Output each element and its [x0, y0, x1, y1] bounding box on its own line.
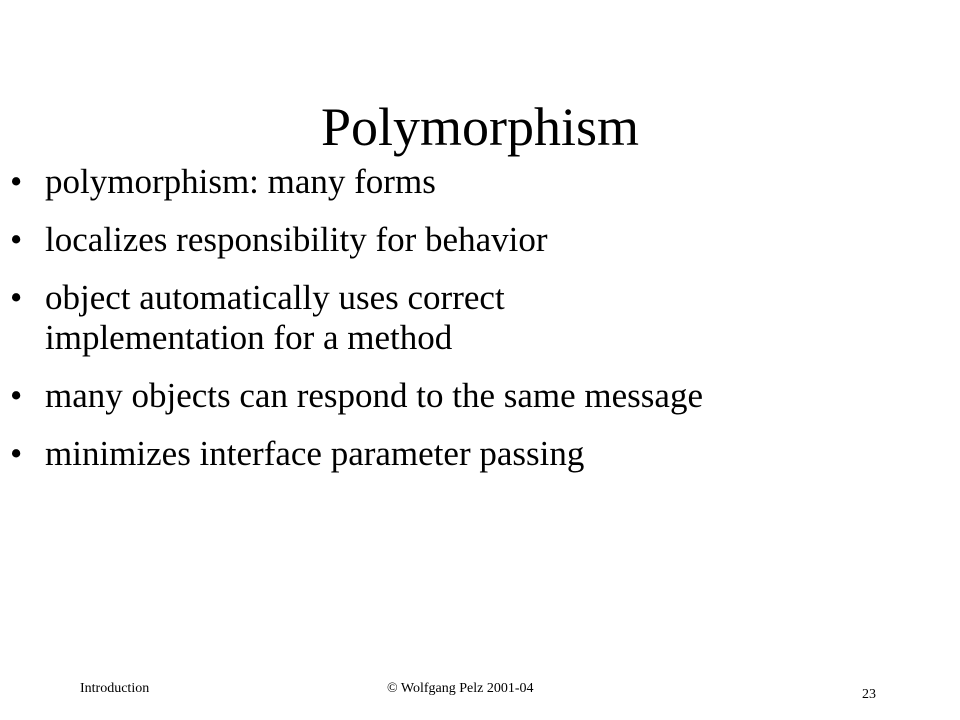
bullet-marker: •: [10, 162, 23, 201]
bullet-item: [10, 220, 805, 260]
bullet-text: many objects can respond to the same message: [45, 376, 703, 415]
slide-title: Polymorphism: [320, 97, 640, 157]
footer-section-label: Introduction: [80, 681, 150, 696]
bullet-item: [10, 278, 655, 358]
bullet-text: object automatically uses correct implementation for a method: [45, 278, 505, 357]
footer-page-number: 23: [862, 687, 876, 702]
bullet-marker: •: [10, 376, 23, 415]
footer-copyright: © Wolfgang Pelz 2001-04: [387, 681, 534, 696]
bullet-item: [10, 162, 805, 202]
bullet-marker: •: [10, 278, 23, 317]
bullet-text: polymorphism: many forms: [45, 162, 436, 201]
bullet-marker: •: [10, 220, 23, 259]
bullet-text: localizes responsibility for behavior: [45, 220, 548, 259]
bullet-item: [10, 434, 805, 474]
bullet-item: [10, 376, 745, 416]
bullet-marker: •: [10, 434, 23, 473]
bullet-text: minimizes interface parameter passing: [45, 434, 585, 473]
bullet-list: [10, 162, 870, 492]
